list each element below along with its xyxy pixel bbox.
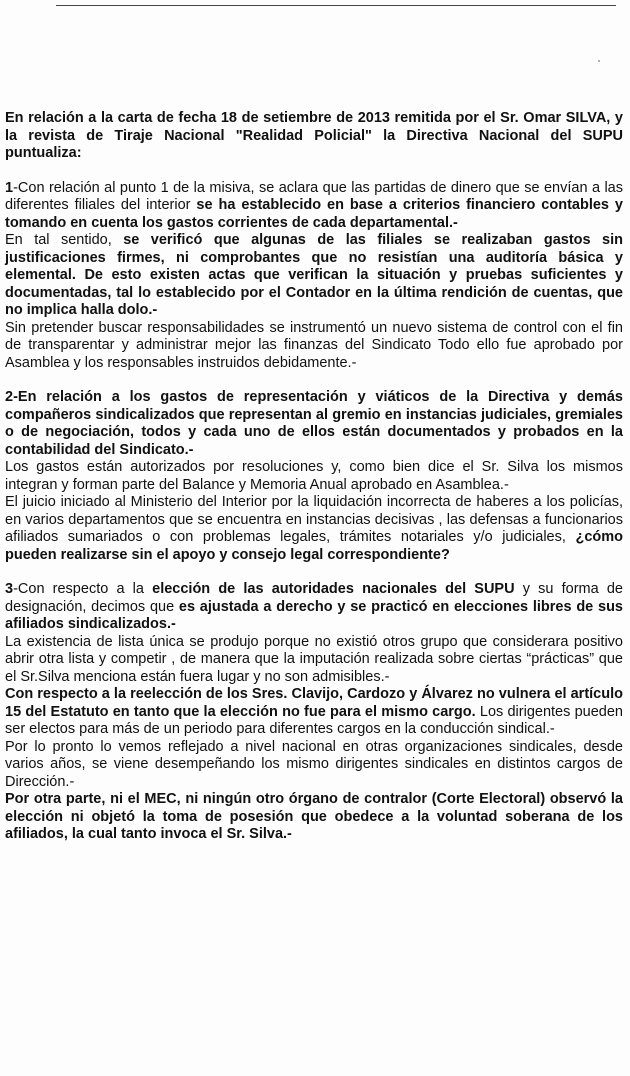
- intro-paragraph: En relación a la carta de fecha 18 de setiembre de 2013 remitida por el Sr. Omar SILVA, y la revista de Tiraje Nacional "Realidad Policial" la Directiva Nacional del SUPU puntualiza:: [5, 110, 623, 161]
- section-3-paragraph-5: Por otra parte, ni el MEC, ni ningún otro órgano de contralor (Corte Electoral) observó la elección ni objetó la toma de posesión que obedece a la voluntad soberana de los afiliados, la cual tanto invoca el Sr. Silva.-: [5, 791, 623, 842]
- section-3-paragraph-2: La existencia de lista única se produjo porque no existió otros grupo que considerara positivo abrir otra lista y competir , de manera que la imputación realizada sobre ciertas “prácticas” que el Sr.Silva menciona están fuera lugar y no son admisibles.-: [5, 633, 623, 685]
- scan-speck: [598, 60, 600, 62]
- section-3-number: 3: [5, 581, 14, 597]
- section-2-paragraph-2: [5, 494, 623, 564]
- section-2-paragraph-1: Los gastos están autorizados por resoluciones y, como bien dice el Sr. Silva los mismos integran y forman parte del Balance y Memoria Anual aprobado en Asamblea.-: [5, 459, 623, 493]
- section-1-text: -Con relación al punto 1 de la misiva, se aclara que las partidas de dinero que se envían a las diferentes filiales del interior: [5, 179, 623, 213]
- section-1-p2-bold: se verificó que algunas de las filiales se realizaban gastos sin justificaciones firmes, ni comprobantes que no resistían una auditoría básica y elemental. De esto existen actas que verifican la situación y pruebas suficientes y documentadas, tal lo establecido por el Contador en la última rendición de cuentas, que no implica halla dolo.-: [5, 232, 624, 318]
- section-3-bold-b: es ajustada a derecho y se practicó en elecciones libres de sus afiliados sindicalizados.-: [5, 598, 623, 632]
- section-3-paragraph-3: [5, 686, 623, 739]
- section-3-paragraph-4: Por lo pronto lo vemos reflejado a nivel nacional en otras organizaciones sindicales, desde varios años, se viene desempeñando los mismo dirigentes sindicales en distintos cargos de Dirección.-: [5, 738, 623, 790]
- section-3-bold-a: elección de las autoridades nacionales del SUPU: [152, 581, 515, 597]
- section-3-reelection-bold: Con respecto a la reelección de los Sres. Clavijo, Cardozo y Álvarez no vulnera el artículo 15 del Estatuto en tanto que la elección no fue para el mismo cargo.: [5, 686, 623, 720]
- top-border-line: [56, 5, 616, 6]
- section-2-heading: 2-En relación a los gastos de representación y viáticos de la Directiva y demás compañeros sindicalizados que representan al gremio en instancias judiciales, gremiales o de negociación, todos y cada uno de ellos están documentados y probados en la contabilidad del Sindicato.-: [5, 389, 623, 458]
- section-1-paragraph-3: Sin pretender buscar responsabilidades se instrumentó un nuevo sistema de control con el fin de transparentar y administrar mejor las finanzas del Sindicato Todo ello fue aprobado por Asamblea y los responsables instruidos debidamente.-: [5, 319, 623, 371]
- section-1-bold-text: se ha establecido en base a criterios financiero contables y tomando en cuenta los gastos corrientes de cada departamental.-: [5, 197, 623, 231]
- section-3-reelection-text: Los dirigentes pueden ser electos para más de un periodo para diferentes cargos en la conducción sindical.-: [5, 703, 623, 737]
- section-1-number: 1: [5, 179, 14, 196]
- section-1-p2-text: En tal sentido,: [5, 232, 124, 248]
- section-1-paragraph-2: [5, 232, 623, 320]
- letter-body: [5, 110, 623, 844]
- section-2-question: ¿cómo pueden realizarse sin el apoyo y consejo legal correspondiente?: [5, 529, 623, 563]
- section-2-p2-text: El juicio iniciado al Ministerio del Interior por la liquidación incorrecta de haberes a los policías, en varios departamentos que se encuentra en instancias decisivas , las defensas a funcionarios afiliados sumariados o con problemas legales, trámites notariales y/o judiciales,: [5, 494, 623, 545]
- section-3-paragraph-1: [5, 581, 623, 634]
- section-3-text-a: -Con respecto a la: [13, 581, 153, 597]
- section-3-text-b: y su forma de designación, decimos que: [5, 581, 623, 615]
- section-1-paragraph-1: [5, 180, 623, 233]
